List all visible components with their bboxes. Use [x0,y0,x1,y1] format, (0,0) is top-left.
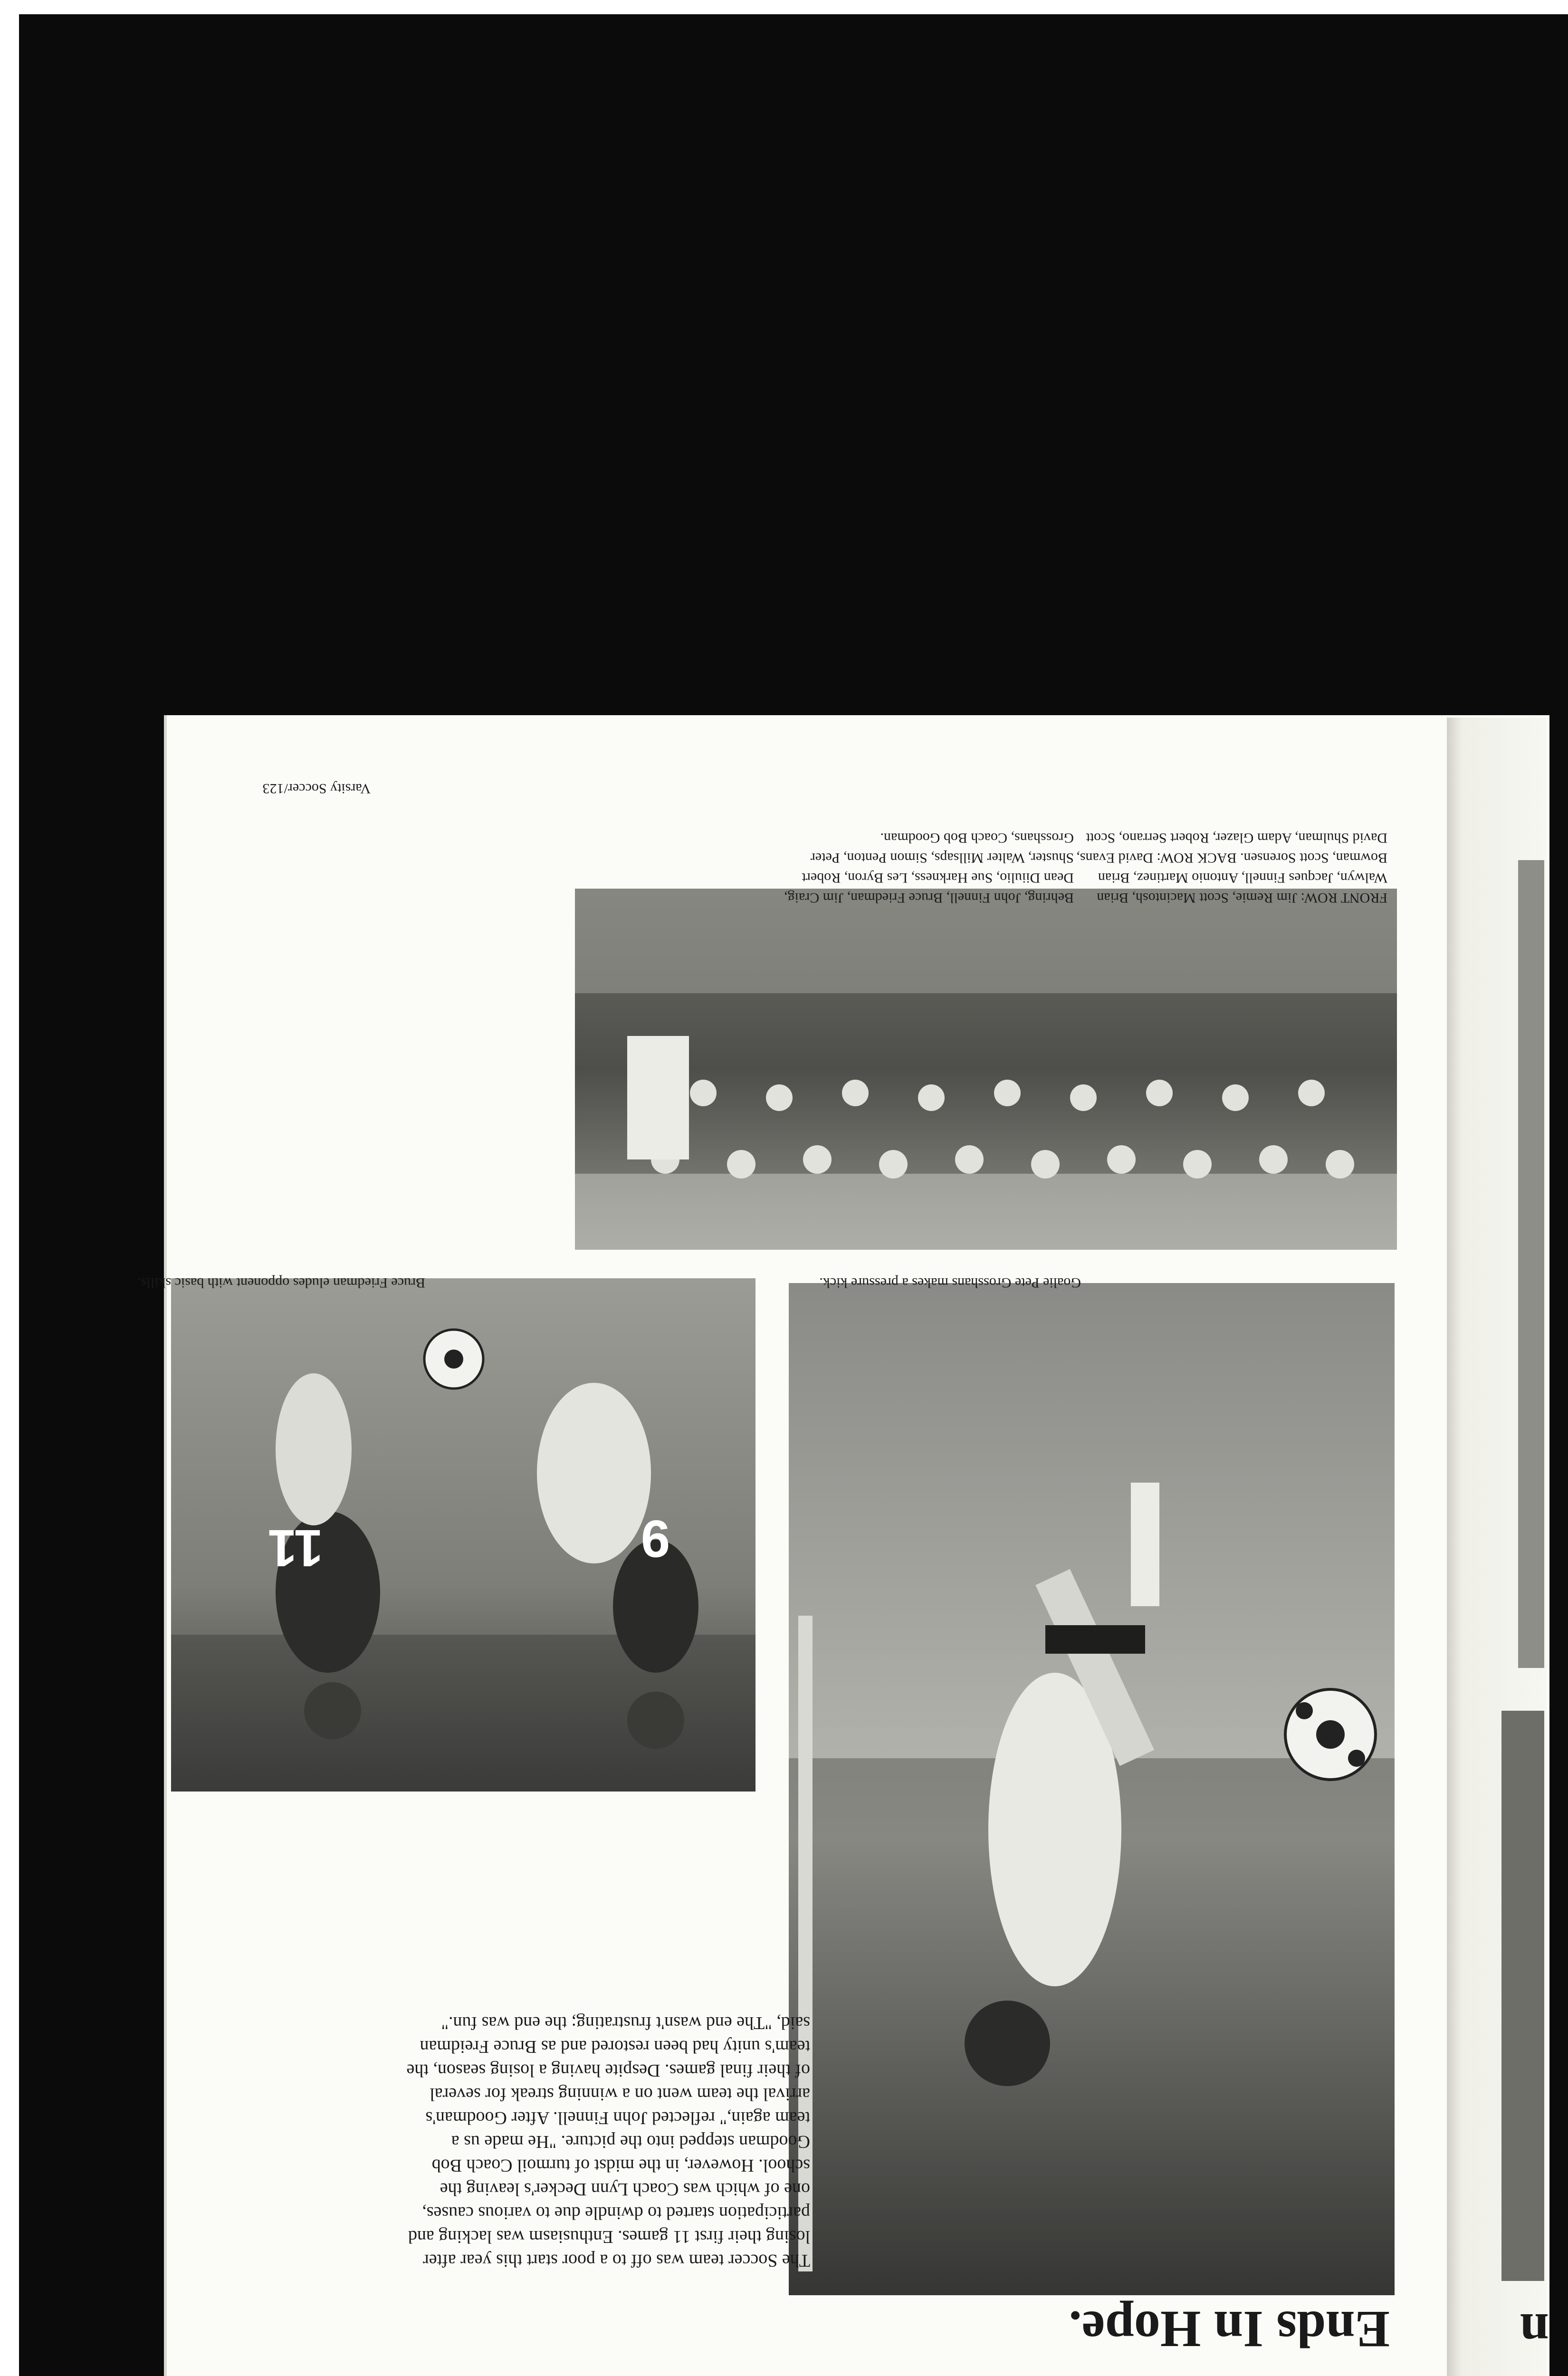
goalie-photo [789,1283,1395,2295]
svg-text:participation started to dwind: participation started to dwindle due to various causes, [422,2203,810,2223]
svg-text:David Shulman, Adam Glazer, Ro: David Shulman, Adam Glazer, Robert Serrano, Scott [1086,830,1387,846]
svg-text:Dean Diiulio, Sue Harkness, Le: Dean Diiulio, Sue Harkness, Les Byron, Robert [802,870,1074,886]
friedman-caption: Bruce Friedman eludes opponent with basic skills. [137,1275,425,1291]
page-folio: Varsity Soccer/123 [262,781,371,796]
svg-text:said, "The end wasn't frustrat: said, "The end wasn't frustrating; the end was fun." [441,2013,810,2033]
adjacent-photo [1518,860,1544,1668]
svg-text:losing their first 11 games. E: losing their first 11 games. Enthusiasm was lacking and [408,2227,810,2247]
svg-text:school. However, in the midst: school. However, in the midst of turmoil Coach Bob [431,2156,810,2175]
svg-text:Bowman, Scott Sorensen. BACK R: Bowman, Scott Sorensen. BACK ROW: David Evans, [1076,850,1387,866]
svg-text:Grosshans, Coach Bob Goodman.: Grosshans, Coach Bob Goodman. [880,830,1074,846]
svg-text:team again," reflected John Fi: team again," reflected John Finnell. After Goodman's [425,2108,810,2128]
svg-text:Shuster, Walter Millsaps, Simo: Shuster, Walter Millsaps, Simon Penton, Peter [810,850,1074,866]
soccer-ball [424,1330,483,1389]
goalie-caption: Goalie Pete Grosshans makes a pressure kick. [819,1275,1081,1291]
svg-text:The Soccer team was off to a p: The Soccer team was off to a poor start this year after [423,2251,810,2271]
svg-text:Behring, John Finnell, Bruce F: Behring, John Finnell, Bruce Friedman, Jim Craig, [784,890,1074,906]
svg-text:one of which was Coach Lynn De: one of which was Coach Lynn Decker's leaving the [440,2179,810,2199]
coach-figure [627,1036,689,1159]
adjacent-photo [1501,1711,1544,2281]
svg-text:Walwyn, Jacques Finnell, Anton: Walwyn, Jacques Finnell, Antonio Martinez, Brian [1098,870,1387,886]
svg-text:Goodman stepped into the pictu: Goodman stepped into the picture. "He made us a [451,2132,810,2152]
svg-text:of their final games. Despite: of their final games. Despite having a losing season, the [406,2060,810,2080]
body-text [406,2013,810,2271]
team-photo [575,889,1397,1250]
svg-text:team's unity had been restored: team's unity had been restored and as Bruce Freidman [420,2037,810,2057]
soccer-ball [1285,1689,1376,1780]
edge-letter: n [1520,2303,1549,2361]
svg-text:FRONT ROW: Jim Remie, Scott Ma: FRONT ROW: Jim Remie, Scott Macintosh, Brian [1097,890,1387,906]
jersey-number: 11 [268,1519,323,1577]
jersey-number: 9 [641,1509,670,1568]
page-title: Ends In Hope. [1069,2300,1390,2358]
svg-text:arrival the team went on a win: arrival the team went on a winning streak for several [430,2084,810,2104]
